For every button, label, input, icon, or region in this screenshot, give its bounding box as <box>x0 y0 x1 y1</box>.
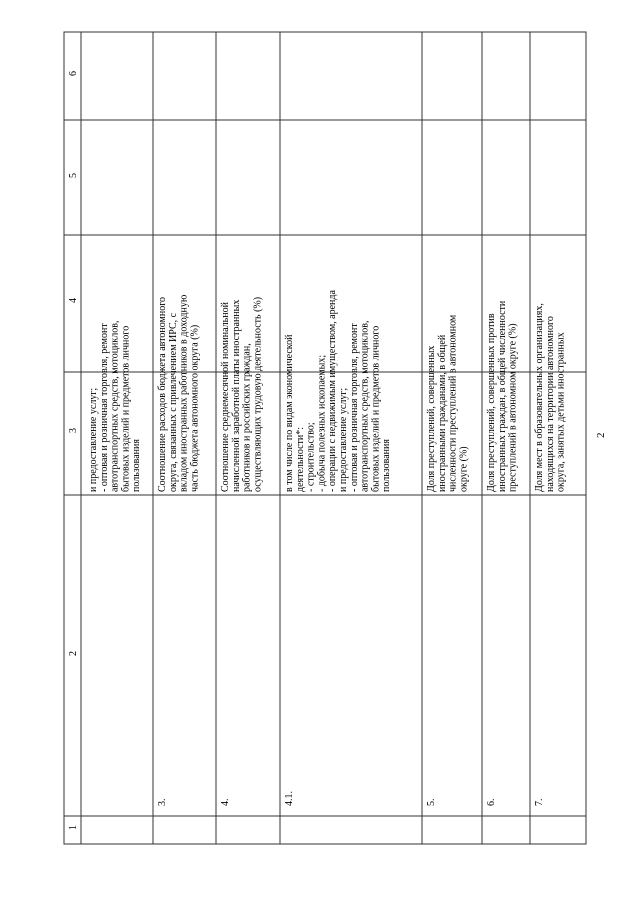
continued-row-line: и предоставление услуг; <box>88 387 99 492</box>
continued-row-line: - оптовая и розничная торговля, ремонт <box>98 323 110 492</box>
row-number: 6. <box>486 798 497 806</box>
table-text <box>68 71 567 830</box>
row-text-line: Доля мест в образовательных организациях, <box>534 303 545 492</box>
row-text-line: округа, связанных с привлечением ИРС, с <box>167 312 179 492</box>
row-text-line: деятельности*: <box>294 426 306 492</box>
row-number: 3. <box>157 798 168 806</box>
page-number: 2 <box>595 432 607 438</box>
continued-row-line: автотранспортных средств, мотоциклов, <box>109 320 121 492</box>
continued-row-line: бытовых изделий и предметов личного <box>120 325 132 492</box>
continued-row-line: пользования <box>131 439 143 492</box>
row-text-line: вкладом иностранных работников в доходную <box>178 294 190 492</box>
row-text-line: осуществляющих трудовую деятельность (%) <box>252 296 264 492</box>
column-number-2: 2 <box>68 651 79 656</box>
row-text-line: округа, занятых детьми иностранных <box>555 332 567 492</box>
row-text-line: - операции с недвижимым имуществом, аренда <box>327 290 339 492</box>
row-text-line: преступлений в автономном округе (%) <box>507 323 519 492</box>
row-text-line: находящихся на территории автономного <box>544 316 556 492</box>
column-number-1: 1 <box>68 825 79 830</box>
row-number: 7. <box>534 798 545 806</box>
row-text-line: пользования <box>381 439 393 492</box>
row-number: 4.1. <box>284 791 295 806</box>
row-number: 4. <box>220 798 231 806</box>
row-text-line: начисленной заработной платы иностранных <box>230 299 242 492</box>
row-text-line: бытовых изделий и предметов личного <box>370 325 382 492</box>
row-text-line: и предоставление услуг; <box>338 387 349 492</box>
row-text-line: численности преступлений в автономном <box>447 314 459 492</box>
row-text-line: Соотношение расходов бюджета автономного <box>157 296 168 492</box>
row-number: 5. <box>426 798 437 806</box>
row-text-line: - строительство; <box>305 422 317 492</box>
row-text-line: работников и российских граждан, <box>241 343 253 492</box>
column-number-6: 6 <box>68 71 79 76</box>
row-text-line: иностранных граждан, в общей численности <box>496 300 508 492</box>
row-text-line: округе (%) <box>458 446 470 492</box>
page-number-group <box>595 433 607 439</box>
column-number-3: 3 <box>68 428 79 433</box>
row-text-line: Доля преступлений, совершенных против <box>486 313 497 492</box>
row-text-line: иностранными гражданами, в общей <box>436 334 448 492</box>
row-text-line: Доля преступлений, совершенных <box>426 345 437 492</box>
row-text-line: часть бюджета автономного округа (%) <box>189 324 201 492</box>
row-text-line: автотранспортных средств, мотоциклов, <box>359 320 371 492</box>
row-text-line: - оптовая и розничная торговля, ремонт <box>348 323 360 492</box>
row-text-line: - добыча полезных ископаемых; <box>316 354 328 492</box>
column-number-5: 5 <box>68 173 79 178</box>
column-number-4: 4 <box>68 298 79 303</box>
row-text-line: в том числе по видам экономической <box>284 334 295 492</box>
row-text-line: Соотношение среднемесячной номинальной <box>220 302 231 492</box>
